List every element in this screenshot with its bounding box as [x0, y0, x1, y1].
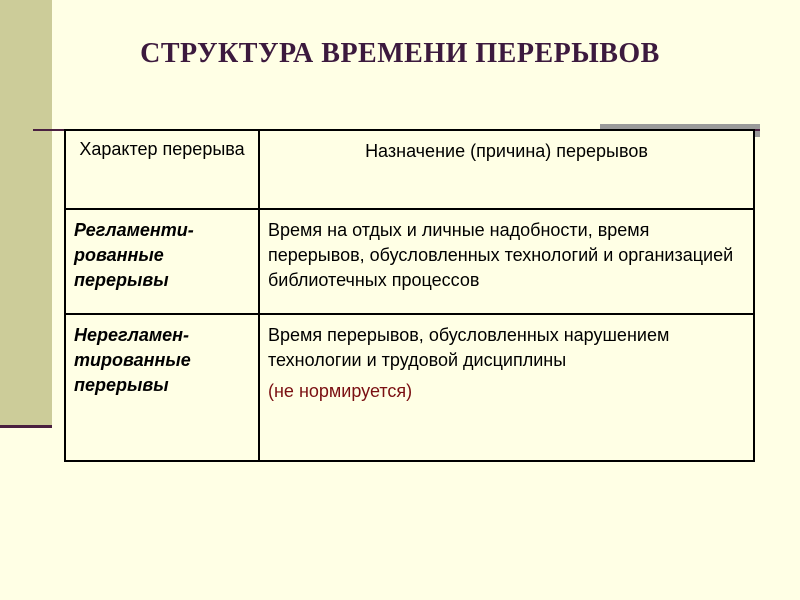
breaks-table	[64, 129, 755, 462]
not-normed-note: (не нормируется)	[268, 381, 413, 401]
header-break-type: Характер перерыва	[65, 130, 259, 209]
row-break-type: Регламенти-рованные перерывы	[65, 209, 259, 314]
row-break-type: Нерегламен-тированные перерывы	[65, 314, 259, 461]
table-row	[65, 209, 754, 314]
page-title: СТРУКТУРА ВРЕМЕНИ ПЕРЕРЫВОВ	[140, 38, 660, 69]
row-break-purpose: Время перерывов, обусловленных нарушением технологии и трудовой дисциплины	[268, 325, 670, 370]
table-row	[65, 314, 754, 461]
header-break-purpose: Назначение (причина) перерывов	[259, 130, 754, 209]
left-decor-rule	[0, 425, 52, 428]
table-header-row	[65, 130, 754, 209]
row-break-purpose-cell	[259, 314, 754, 461]
decor-rule-left	[33, 129, 68, 131]
row-break-purpose: Время на отдых и личные надобности, время перерывов, обусловленных технологий и организацией библиотечных процессов	[259, 209, 754, 314]
